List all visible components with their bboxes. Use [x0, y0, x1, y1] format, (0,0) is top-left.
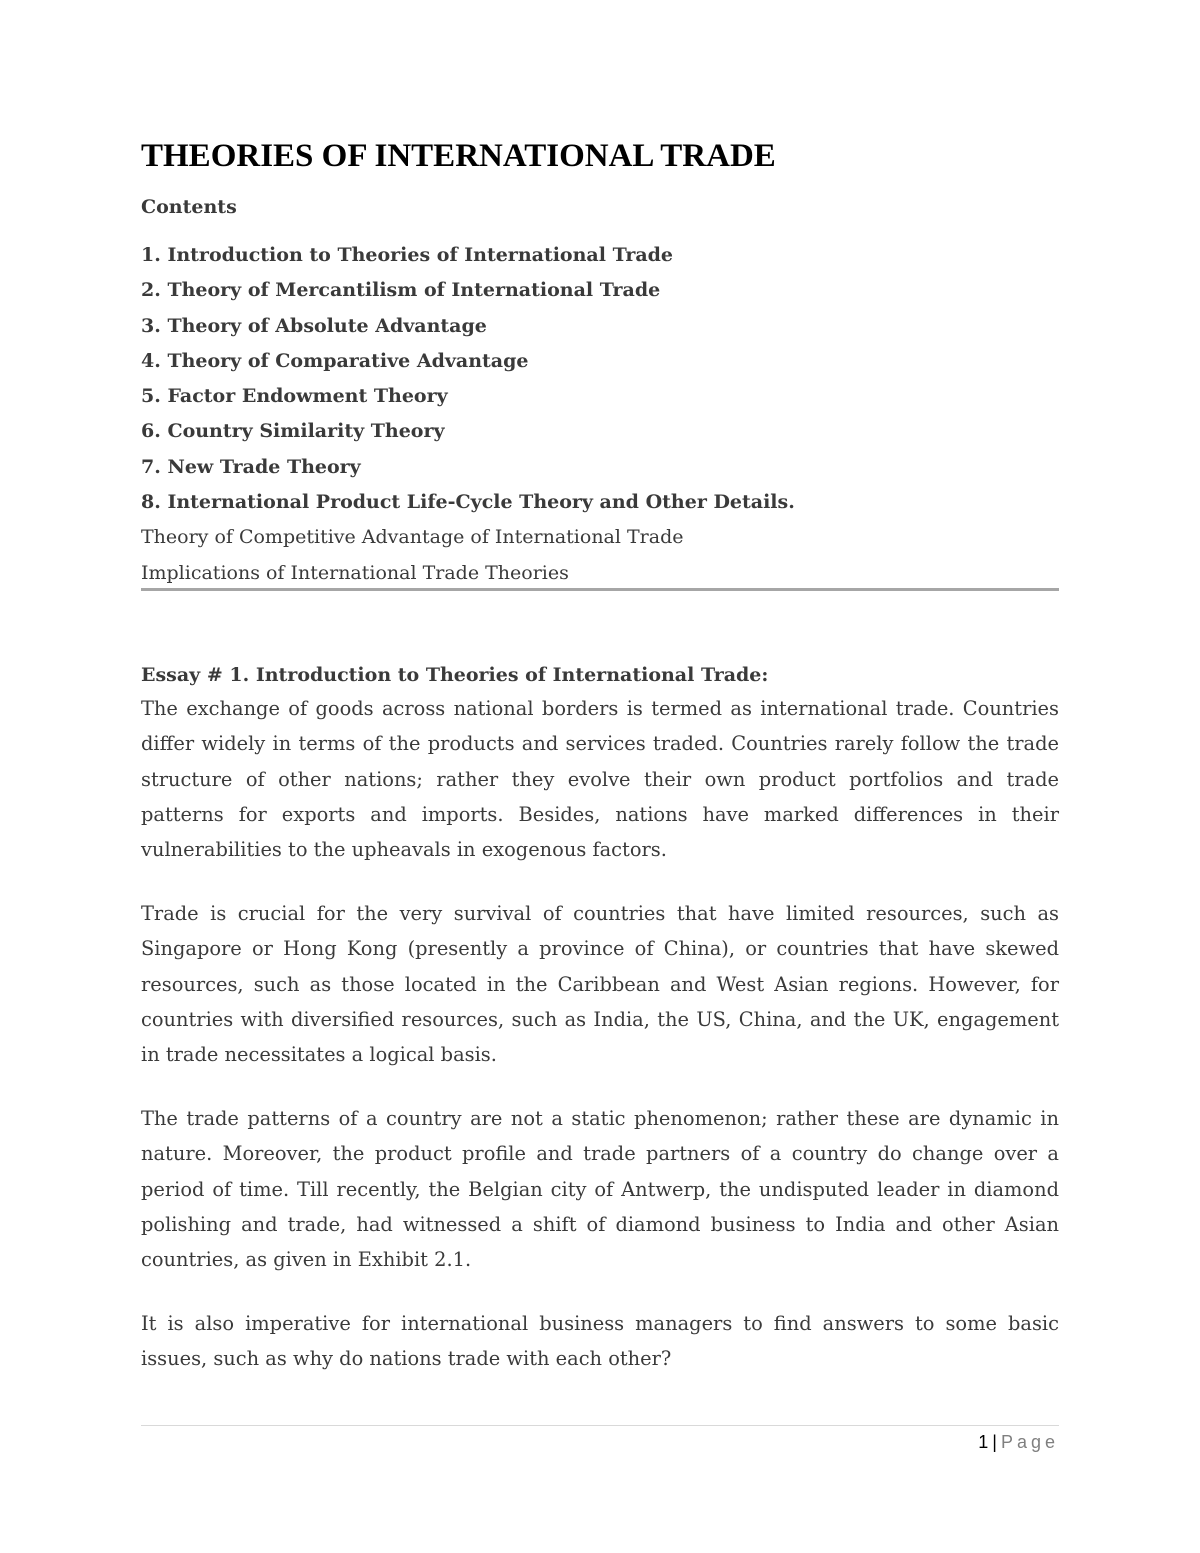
toc-item: Implications of International Trade Theories	[141, 561, 569, 584]
toc-item: 8. International Product Life-Cycle Theory and Other Details.	[141, 491, 795, 514]
essay-heading: Essay # 1. Introduction to Theories of International Trade:	[141, 664, 769, 686]
toc-item: 2. Theory of Mercantilism of International Trade	[141, 279, 661, 302]
toc-item: 3. Theory of Absolute Advantage	[141, 314, 487, 337]
document-page	[141, 0, 1059, 1553]
toc-item: 6. Country Similarity Theory	[141, 420, 445, 443]
body-paragraph: It is also imperative for international business managers to find answers to some basic issues, such as why do nations trade with each other?	[141, 1312, 1059, 1371]
page-footer	[978, 1432, 1059, 1453]
toc-item: 7. New Trade Theory	[141, 455, 361, 478]
body-paragraph: The trade patterns of a country are not a static phenomenon; rather these are dynamic in nature. Moreover, the product profile and trade partners of a country do change over a period of time. Till recently, the Belgian city of Antwerp, the undisputed leader in diamond polishing and trade, had witnessed a shift of diamond business to India and other Asian countries, as given in Exhibit 2.1.	[141, 1107, 1059, 1272]
body-paragraph: The exchange of goods across national borders is termed as international trade. Countries differ widely in terms of the products and services traded. Countries rarely follow the trade structure of other nations; rather they evolve their own product portfolios and trade patterns for exports and imports. Besides, nations have marked differences in their vulnerabilities to the upheavals in exogenous factors.	[141, 697, 1059, 862]
footer-separator: |	[992, 1432, 997, 1452]
contents-heading: Contents	[141, 196, 237, 218]
toc-item: 4. Theory of Comparative Advantage	[141, 349, 529, 372]
contents-divider	[141, 588, 1059, 591]
footer-divider	[141, 1425, 1059, 1426]
body-paragraph: Trade is crucial for the very survival of countries that have limited resources, such as Singapore or Hong Kong (presently a province of China), or countries that have skewed resources, such as those located in the Caribbean and West Asian regions. However, for countries with diversified resources, such as India, the US, China, and the UK, engagement in trade necessitates a logical basis.	[141, 902, 1059, 1067]
page-number: 1	[978, 1432, 989, 1452]
page-label: Page	[1000, 1432, 1059, 1452]
toc-item: 1. Introduction to Theories of International Trade	[141, 244, 674, 266]
document-title: THEORIES OF INTERNATIONAL TRADE	[141, 138, 776, 174]
toc-item: 5. Factor Endowment Theory	[141, 385, 448, 408]
table-of-contents	[141, 240, 1059, 593]
toc-item: Theory of Competitive Advantage of International Trade	[141, 526, 684, 549]
